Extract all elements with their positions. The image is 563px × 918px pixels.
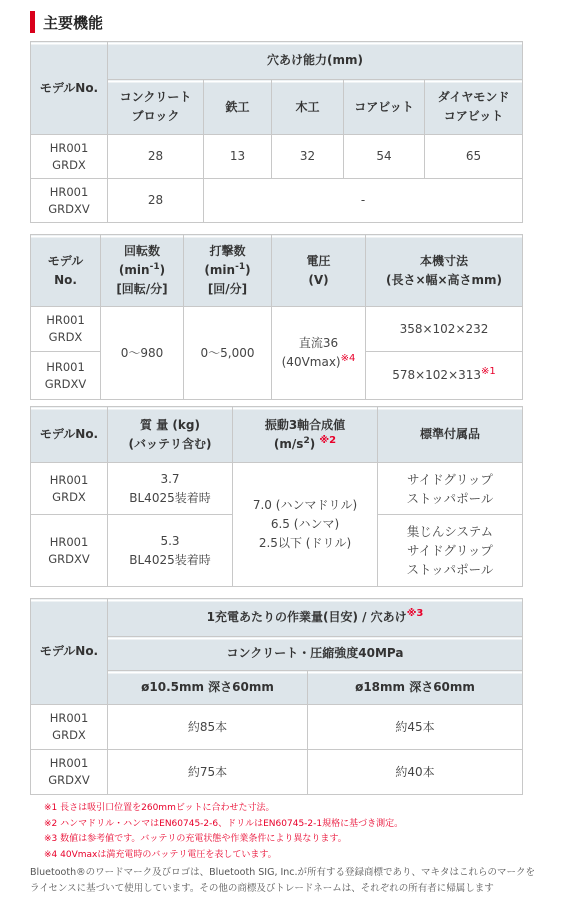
- footnote-2: ※2 ハンマドリル・ハンマはEN60745-2-6、ドリルはEN60745-2-1規格に基づき測定。: [44, 818, 404, 829]
- bluetooth-trademark-note: Bluetooth®のワードマーク及びロゴは、Bluetooth SIG, Inc.が所有する登録商標であり、マキタはこれらのマークをライセンスに基づいて使用しています。その他の商標及びトレードネームは、それぞれの所有者に帰属します: [30, 867, 535, 894]
- dimensions-header: 本機寸法 (長さ×幅×高さmm): [366, 235, 523, 307]
- table-row: [31, 179, 523, 223]
- col-header-text: コンクリート ブロック: [119, 90, 192, 123]
- vibration-sup: 2: [303, 435, 310, 446]
- footnote-4: ※4 40Vmaxは満充電時のバッテリ電圧を表しています。: [44, 849, 277, 860]
- voltage-max: (40Vmax): [281, 355, 341, 369]
- rotation-cell: 0～980: [101, 307, 184, 400]
- work-per-charge-header: [108, 599, 523, 637]
- model-header: モデルNo.: [31, 42, 108, 135]
- value-cell: 54: [344, 135, 425, 179]
- voltage-max-line: [274, 353, 363, 372]
- mass-cell: 3.7 BL4025装着時: [108, 463, 233, 515]
- col-header-10-5mm: ø10.5mm 深さ60mm: [108, 671, 308, 705]
- impact-cell: 0～5,000: [184, 307, 272, 400]
- rotation-unit: [回転/分]: [116, 282, 168, 296]
- impact-unit-line: [186, 261, 269, 280]
- concrete-strength-header: コンクリート・圧縮強度40MPa: [108, 637, 523, 671]
- value-cell: 約85本: [108, 705, 308, 750]
- col-header-text: ダイヤモンド コアビット: [437, 90, 510, 123]
- mass-vibration-table: [30, 406, 523, 587]
- voltage-cell: [272, 307, 366, 400]
- title-accent-bar: [30, 11, 35, 33]
- col-header-diamond-core-bit: [425, 80, 523, 135]
- model-cell: HR001 GRDXV: [31, 515, 108, 587]
- rotation-min: (min: [118, 263, 150, 277]
- model-header: モデルNo.: [31, 407, 108, 463]
- performance-table: [30, 234, 523, 400]
- dimensions-note-mark: ※1: [481, 366, 496, 377]
- col-header-steel: 鉄工: [204, 80, 272, 135]
- section-title: [30, 10, 103, 34]
- value-cell: 約40本: [308, 750, 523, 795]
- col-header-core-bit: コアビット: [344, 80, 425, 135]
- work-per-charge-text: 1充電あたりの作業量(目安) / 穴あけ: [206, 610, 407, 624]
- model-cell: HR001 GRDX: [31, 705, 108, 750]
- vibration-unit: (m/s: [273, 436, 304, 451]
- rotation-sup: -1: [149, 262, 160, 272]
- drilling-capacity-table: [30, 41, 523, 223]
- rotation-paren: ): [159, 263, 166, 277]
- impact-label: 打撃数: [209, 244, 246, 258]
- table-row: [31, 705, 523, 750]
- value-cell: 32: [272, 135, 344, 179]
- table-row: [31, 463, 523, 515]
- footnote-1: ※1 長さは吸引口位置を260mmビットに合わせた寸法。: [44, 803, 275, 813]
- col-header-concrete-block: [108, 80, 204, 135]
- value-cell: 約75本: [108, 750, 308, 795]
- model-cell: HR001 GRDX: [31, 307, 101, 352]
- work-note-mark: ※3: [406, 608, 424, 619]
- vibration-paren: ): [309, 436, 316, 451]
- footnote-3: ※3 数値は参考値です。バッテリの充電状態や作業条件により異なります。: [44, 834, 347, 844]
- voltage-value: 直流36: [298, 336, 339, 350]
- impact-min: (min: [204, 263, 236, 277]
- vibration-header: [233, 407, 378, 463]
- rotation-unit-line: [103, 261, 181, 280]
- table-row: [31, 750, 523, 795]
- value-cell: 13: [204, 135, 272, 179]
- impact-sup: -1: [235, 262, 246, 272]
- vibration-label: 振動3軸合成値: [264, 417, 346, 432]
- drilling-capacity-header: 穴あけ能力(mm): [108, 42, 523, 80]
- model-header: モデル No.: [31, 235, 101, 307]
- impact-paren: ): [245, 263, 251, 277]
- value-cell: -: [204, 179, 523, 223]
- value-cell: 65: [425, 135, 523, 179]
- impact-header: [184, 235, 272, 307]
- dimensions-value: 578×102×313: [392, 368, 482, 382]
- vibration-note-mark: ※2: [319, 434, 337, 446]
- model-header: モデルNo.: [31, 599, 108, 705]
- model-cell: HR001 GRDXV: [31, 352, 101, 400]
- value-cell: 28: [108, 135, 204, 179]
- model-cell: HR001 GRDX: [31, 135, 108, 179]
- accessories-header: 標準付属品: [378, 407, 523, 463]
- rotation-header: [101, 235, 184, 307]
- work-per-charge-table: [30, 598, 523, 795]
- mass-header: 質 量 (kg) (バッテリ含む): [108, 407, 233, 463]
- table-row: [31, 135, 523, 179]
- impact-unit: [回/分]: [207, 282, 248, 296]
- voltage-header: 電圧 (V): [272, 235, 366, 307]
- section-title-text: 主要機能: [43, 13, 104, 32]
- dimensions-cell: [366, 352, 523, 400]
- col-header-18mm: ø18mm 深さ60mm: [308, 671, 523, 705]
- mass-cell: 5.3 BL4025装着時: [108, 515, 233, 587]
- value-cell: 28: [108, 179, 204, 223]
- table-row: [31, 307, 523, 352]
- model-cell: HR001 GRDXV: [31, 750, 108, 795]
- vibration-unit-line: [235, 435, 375, 454]
- model-cell: HR001 GRDX: [31, 463, 108, 515]
- dimensions-cell: 358×102×232: [366, 307, 523, 352]
- rotation-label: 回転数: [123, 244, 160, 258]
- accessories-cell: 集じんシステム サイドグリップ ストッパポール: [378, 515, 523, 587]
- voltage-note-mark: ※4: [340, 353, 356, 364]
- footnotes: [44, 801, 544, 863]
- col-header-wood: 木工: [272, 80, 344, 135]
- vibration-cell: 7.0 (ハンマドリル) 6.5 (ハンマ) 2.5以下 (ドリル): [233, 463, 378, 587]
- model-cell: HR001 GRDXV: [31, 179, 108, 223]
- value-cell: 約45本: [308, 705, 523, 750]
- accessories-cell: サイドグリップ ストッパポール: [378, 463, 523, 515]
